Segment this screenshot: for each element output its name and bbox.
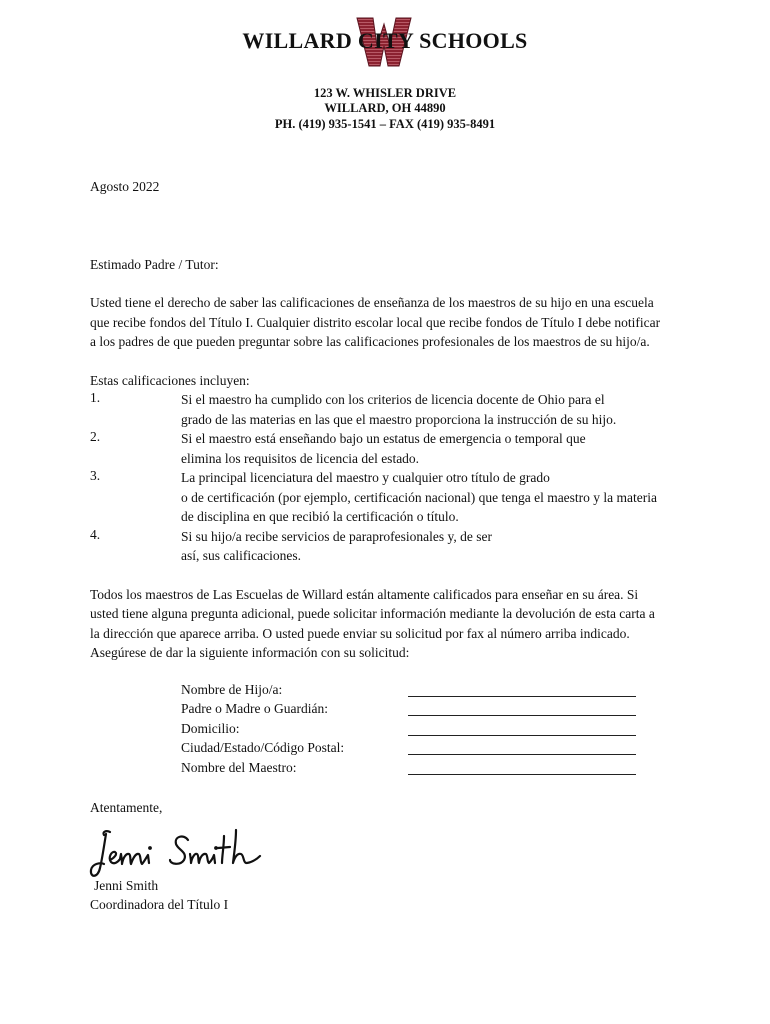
salutation: Estimado Padre / Tutor: [90,257,219,272]
address-line-1: 123 W. WHISLER DRIVE [313,86,457,100]
list-number-3: 3. [90,468,101,483]
signer-name: Jenni Smith [94,878,159,893]
list-item-1-line-1: Si el maestro ha cumplido con los criterios de licencia docente de Ohio para el [181,392,605,407]
form-label-parent: Padre o Madre o Guardián: [181,701,328,716]
list-item-4-line-1: Si su hijo/a recibe servicios de paraprofesionales y, de ser [181,529,493,544]
intro-line-1: Usted tiene el derecho de saber las calificaciones de enseñanza de los maestros de su hijo en una escuela [90,295,654,310]
title-willard: WILLARD [242,28,353,53]
closing-line-2: usted tiene alguna pregunta adicional, puede solicitar información mediante la devolución de esta carta a [90,606,655,621]
signer-title: Coordinadora del Título I [90,897,229,912]
list-item-2-line-1: Si el maestro está enseñando bajo un estatus de emergencia o temporal que [181,431,586,446]
address-line-2: WILLARD, OH 44890 [324,101,446,115]
list-item-3-line-3: de disciplina en que recibió la certificación o título. [181,509,459,524]
list-item-3-line-1: La principal licenciatura del maestro y cualquier otro título de grado [181,470,550,485]
closing-line-4: Asegúrese de dar la siguiente información con su solicitud: [90,645,410,660]
closing-line-1: Todos los maestros de Las Escuelas de Willard están altamente calificados para enseñar en su área. Si [90,587,639,602]
signoff: Atentamente, [90,800,163,815]
intro-line-2: que recibe fondos del Título I. Cualquier distrito escolar local que recibe fondos de Título I debe notificar [90,315,661,330]
title-schools: SCHOOLS [419,28,528,53]
list-number-2: 2. [90,429,101,444]
letter-date: Agosto 2022 [90,179,160,194]
form-label-city-state-zip: Ciudad/Estado/Código Postal: [181,740,345,755]
list-item-4-line-2: así, sus calificaciones. [181,548,301,563]
closing-line-3: la dirección que aparece arriba. O usted puede enviar su solicitud por fax al número arriba indicado. [90,626,630,641]
form-line-address[interactable] [408,735,636,736]
intro-line-3: a los padres de que pueden preguntar sobre las calificaciones profesionales de los maestros de su hijo/a. [90,334,650,349]
form-label-teacher-name: Nombre del Maestro: [181,760,297,775]
list-heading: Estas calificaciones incluyen: [90,373,250,388]
form-label-address: Domicilio: [181,721,240,736]
letterhead-title [0,28,770,54]
list-number-1: 1. [90,390,101,405]
handwritten-signature [88,826,278,882]
list-item-2-line-2: elimina los requisitos de licencia del estado. [181,451,420,466]
form-line-parent[interactable] [408,715,636,716]
title-city: CITY [357,28,414,53]
form-line-child-name[interactable] [408,696,636,697]
form-line-teacher-name[interactable] [408,774,636,775]
list-item-3-line-2: o de certificación (por ejemplo, certificación nacional) que tenga el maestro y la materia [181,490,658,505]
list-item-1-line-2: grado de las materias en las que el maestro proporciona la instrucción de su hijo. [181,412,617,427]
address-line-3: PH. (419) 935-1541 – FAX (419) 935-8491 [274,117,496,131]
form-line-city-state-zip[interactable] [408,754,636,755]
form-label-child-name: Nombre de Hijo/a: [181,682,283,697]
list-number-4: 4. [90,527,101,542]
